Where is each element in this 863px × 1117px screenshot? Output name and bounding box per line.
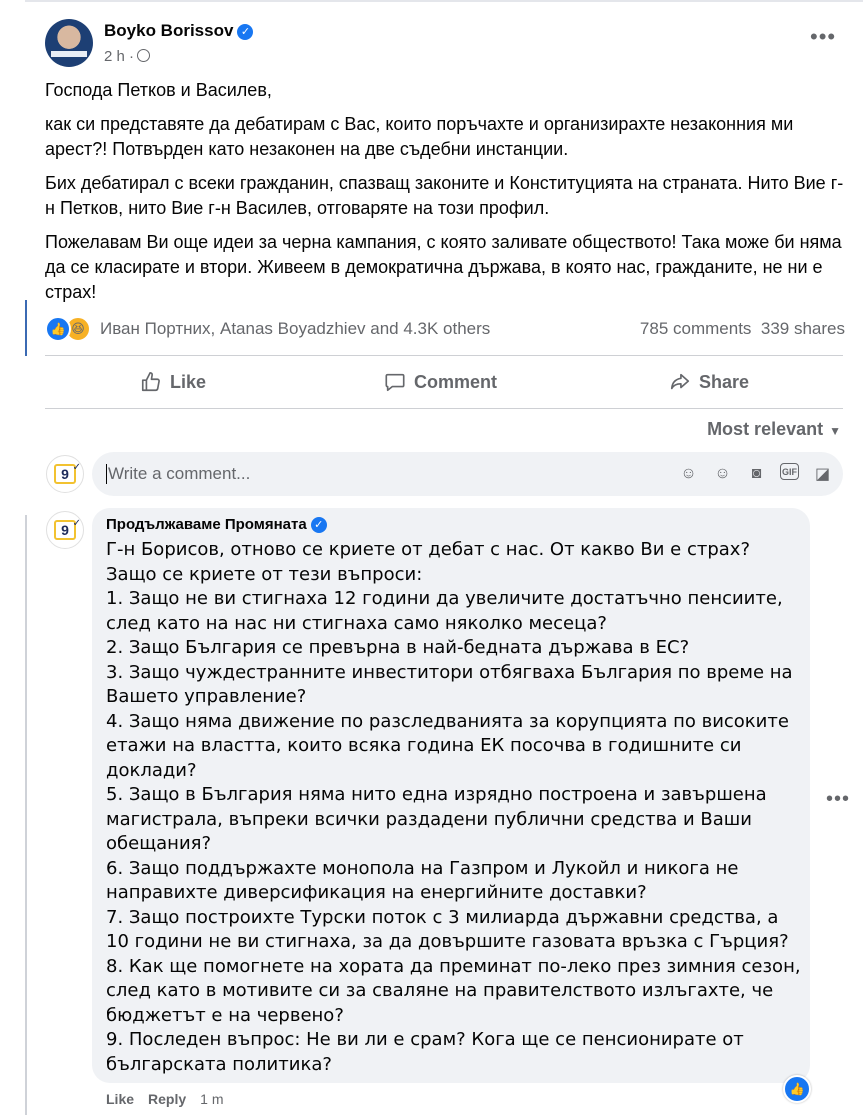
comments-count[interactable]: 785 comments	[639, 319, 752, 338]
logo-text: 9	[61, 522, 69, 538]
comment-line: Защо се криете от тези въпроси:	[106, 563, 423, 585]
comment-button[interactable]	[384, 368, 497, 396]
verified-badge-icon: ✓	[237, 24, 253, 40]
caret-down-icon: ▼	[829, 424, 841, 438]
comment-actions	[106, 1091, 223, 1107]
like-reaction-icon[interactable]: 👍	[45, 316, 71, 342]
post-paragraph: Господа Петков и Василев,	[45, 80, 272, 100]
comment-more-icon[interactable]: •••	[826, 788, 851, 810]
comment-like-reaction-icon[interactable]: 👍	[783, 1075, 811, 1103]
comment-time[interactable]: 1 m	[200, 1091, 224, 1107]
comment-like-button[interactable]: Like	[106, 1091, 135, 1107]
comment-author-name[interactable]: Продължаваме Промяната	[106, 516, 307, 533]
shares-count[interactable]: 339 shares	[760, 319, 845, 338]
post-paragraph: Бих дебатирал с всеки гражданин, спазващ законите и Конституцията на страната. Нито Вие г-н Петков, нито Вие г-н Василев, отговаряте на този профил.	[45, 173, 844, 218]
commenter-avatar[interactable]	[46, 511, 84, 549]
comment-line: 5. Защо в България няма нито една изрядно построена и завършена магистрала, въпреки всички раздадени публични средства и Ваши обещания?	[106, 784, 767, 854]
divider	[45, 408, 843, 409]
post-more-icon[interactable]: •••	[810, 24, 837, 49]
avatar-sticker-icon[interactable]: ☺	[680, 464, 697, 482]
reactions-bar	[45, 316, 845, 342]
like-button[interactable]	[140, 368, 206, 396]
camera-icon[interactable]: ◙	[751, 464, 762, 482]
reactions-accent-bar	[25, 300, 27, 356]
comment-line: 2. Защо България се превърна в най-бедната държава в ЕС?	[106, 637, 690, 658]
comment-line: 1. Защо не ви стигнаха 12 години да увеличите достатъчно пенсиите, след като на нас ни стигнаха само няколко месеца?	[106, 588, 783, 634]
post-body	[45, 78, 845, 314]
reactions-summary[interactable]: Иван Портних, Atanas Boyadzhiev and 4.3K others	[100, 319, 491, 338]
comment-bubble-icon	[384, 371, 406, 393]
post-time-text[interactable]: 2 h ·	[104, 48, 135, 65]
check-icon: ✓	[72, 518, 81, 529]
comment-thread-line	[25, 515, 27, 1115]
post-stats	[640, 319, 845, 339]
check-icon: ✓	[72, 462, 81, 473]
comment-line: 6. Защо поддържахте монопола на Газпром и Лукойл и никога не направихте диверсификация на енергийните доставки?	[106, 857, 739, 903]
share-button[interactable]	[669, 368, 749, 396]
comment-line: 4. Защо няма движение по разследванията за корупцията по високите етажи на властта, които всяка година ЕК посочва в годишните си доклади?	[106, 710, 789, 781]
author-avatar[interactable]	[45, 19, 93, 67]
card-top-border	[25, 0, 863, 10]
comment-composer[interactable]	[92, 452, 843, 496]
divider	[45, 355, 843, 356]
comment-author	[106, 516, 327, 533]
comment-text	[106, 538, 806, 1077]
composer-tools	[678, 463, 833, 484]
comment-line: 3. Защо чуждестранните инвеститори отбягваха България по време на Вашето управление?	[106, 661, 793, 707]
globe-icon	[137, 49, 150, 62]
comment-line: Г-н Борисов, отново се криете от дебат с нас. От какво Ви е страх?	[106, 539, 751, 560]
comment-bubble	[92, 508, 810, 1083]
verified-badge-icon: ✓	[311, 517, 327, 533]
haha-reaction-icon[interactable]: 😆	[65, 316, 91, 342]
current-user-avatar[interactable]	[46, 455, 84, 493]
comment-input[interactable]: Write a comment...	[108, 464, 251, 483]
comment-sort-dropdown[interactable]	[707, 419, 841, 440]
post-paragraph: как си представяте да дебатирам с Вас, които поръчахте и организирахте незаконния ми арест?! Потвърден като незаконен на две съдебни инстанции.	[45, 114, 794, 159]
share-label: Share	[699, 371, 750, 392]
emoji-icon[interactable]: ☺	[714, 464, 731, 482]
comment-label: Comment	[414, 371, 498, 392]
comment-reply-button[interactable]: Reply	[148, 1091, 187, 1107]
text-cursor	[106, 464, 107, 484]
post-timestamp[interactable]	[104, 48, 150, 65]
post-author[interactable]	[104, 21, 253, 41]
share-arrow-icon	[669, 371, 691, 393]
post-paragraph: Пожелавам Ви още идеи за черна кампания, с която заливате обществото! Така може би няма да се класирате и втори. Живеем в демократична държава, в която нас, гражданите, не ни е страх!	[45, 232, 842, 302]
author-name[interactable]: Boyko Borissov	[104, 21, 234, 40]
comment-line: 7. Защо построихте Турски поток с 3 милиарда държавни средства, а 10 години не ви стигнаха, за да довършите газовата връзка с Гърция?	[106, 906, 789, 952]
comment-line: 8. Как ще помогнете на хората да преминат по-леко през зимния сезон, след като в мотивите си за сваляне на правителството излъгахте, че бюджетът е на червено?	[106, 955, 801, 1026]
like-label: Like	[170, 371, 207, 392]
sort-label: Most relevant	[707, 419, 824, 439]
logo-text: 9	[61, 466, 69, 482]
gif-icon[interactable]: GIF	[780, 463, 799, 480]
comment-line: 9. Последен въпрос: Не ви ли е срам? Кога ще се пенсионирате от българската политика?	[106, 1029, 744, 1075]
thumbs-up-icon	[140, 371, 162, 393]
page-logo	[54, 518, 81, 540]
sticker-icon[interactable]: ◪	[814, 465, 831, 483]
page-logo	[54, 462, 81, 484]
